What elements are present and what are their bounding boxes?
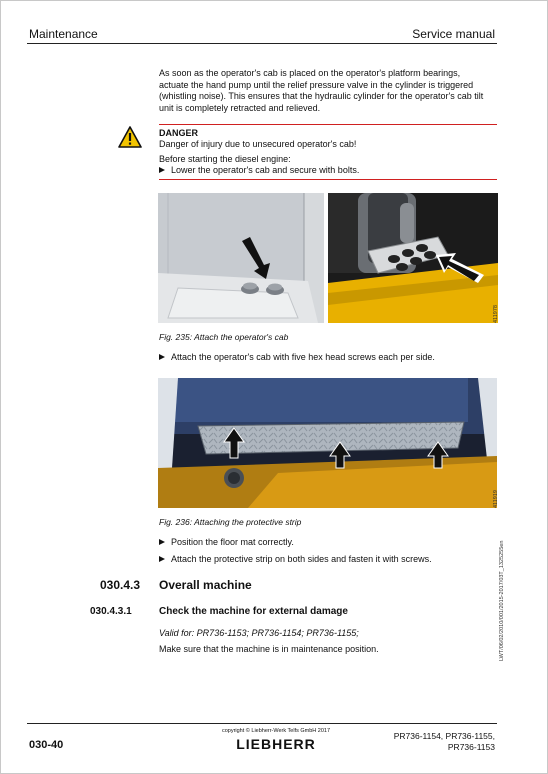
warning-triangle-icon bbox=[118, 126, 142, 148]
footer-model-numbers bbox=[365, 731, 495, 752]
bullet-arrow-icon bbox=[159, 167, 165, 173]
intro-line: As soon as the operator's cab is placed on the operator's platform bearings, bbox=[159, 68, 461, 78]
danger-precondition: Before starting the diesel engine: bbox=[159, 154, 291, 164]
intro-line: (whistling noise). This ensures that the hydraulic cylinder for the operator's cab tilt bbox=[159, 91, 484, 101]
step-attach-cab bbox=[159, 352, 435, 362]
svg-text:LIEBHERR: LIEBHERR bbox=[236, 736, 316, 752]
figure-235-left-photo bbox=[158, 193, 324, 323]
page-number: 030-40 bbox=[29, 739, 64, 751]
section-title-check: Check the machine for external damage bbox=[159, 606, 348, 617]
valid-for-models: Valid for: PR736-1153; PR736-1154; PR736-1155; bbox=[159, 628, 359, 638]
step-attach-protective-strip-text: Attach the protective strip on both sides and fasten it with screws. bbox=[171, 554, 432, 564]
footer-rule bbox=[27, 723, 497, 724]
step-position-floor-mat bbox=[159, 537, 294, 547]
step-attach-protective-strip bbox=[159, 554, 432, 564]
section-title-overall: Overall machine bbox=[159, 578, 252, 592]
header-section-title: Maintenance bbox=[29, 27, 98, 41]
figure-235-right-photo bbox=[328, 193, 498, 323]
step-position-floor-mat-text: Position the floor mat correctly. bbox=[171, 537, 294, 547]
section-number-check: 030.4.3.1 bbox=[90, 606, 132, 617]
document-side-code bbox=[499, 541, 511, 661]
section-number-overall: 030.4.3 bbox=[100, 578, 141, 592]
header-rule bbox=[27, 43, 497, 44]
intro-paragraph bbox=[159, 68, 499, 114]
figure-236-caption: Fig. 236: Attaching the protective strip bbox=[159, 517, 302, 527]
figure-235-caption: Fig. 235: Attach the operator's cab bbox=[159, 332, 289, 342]
intro-line: actuate the hand pump until the relief pressure valve in the cylinder is triggered bbox=[159, 79, 474, 90]
maintenance-position-note: Make sure that the machine is in maintenance position. bbox=[159, 644, 379, 654]
danger-text: Danger of injury due to unsecured operator's cab! bbox=[159, 139, 357, 149]
danger-top-rule bbox=[159, 124, 497, 125]
footer-models-line: PR736-1154, PR736-1155, bbox=[393, 731, 495, 741]
bullet-arrow-icon bbox=[159, 556, 165, 562]
document-side-code-text: LWT/06/02/2010/001/2015-2017/03T_1325255en bbox=[499, 540, 505, 661]
figure-235-id: 411978 bbox=[493, 305, 499, 323]
intro-line: unit is completely retracted and relieved. bbox=[159, 102, 321, 113]
step-attach-cab-text: Attach the operator's cab with five hex head screws each per side. bbox=[171, 352, 435, 362]
header-document-type: Service manual bbox=[412, 27, 495, 41]
copyright-notice: copyright © Liebherr-Werk Telfs GmbH 2017 bbox=[221, 728, 331, 734]
bullet-arrow-icon bbox=[159, 354, 165, 360]
footer-models-line: PR736-1153 bbox=[447, 741, 495, 752]
figure-236-photo bbox=[158, 378, 497, 508]
danger-action-text: Lower the operator's cab and secure with bolts. bbox=[171, 165, 360, 175]
danger-action bbox=[159, 165, 359, 175]
figure-236-id: 411919 bbox=[493, 490, 499, 508]
danger-bottom-rule bbox=[159, 179, 497, 180]
liebherr-logo bbox=[223, 736, 329, 752]
danger-title: DANGER bbox=[159, 128, 199, 138]
bullet-arrow-icon bbox=[159, 539, 165, 545]
